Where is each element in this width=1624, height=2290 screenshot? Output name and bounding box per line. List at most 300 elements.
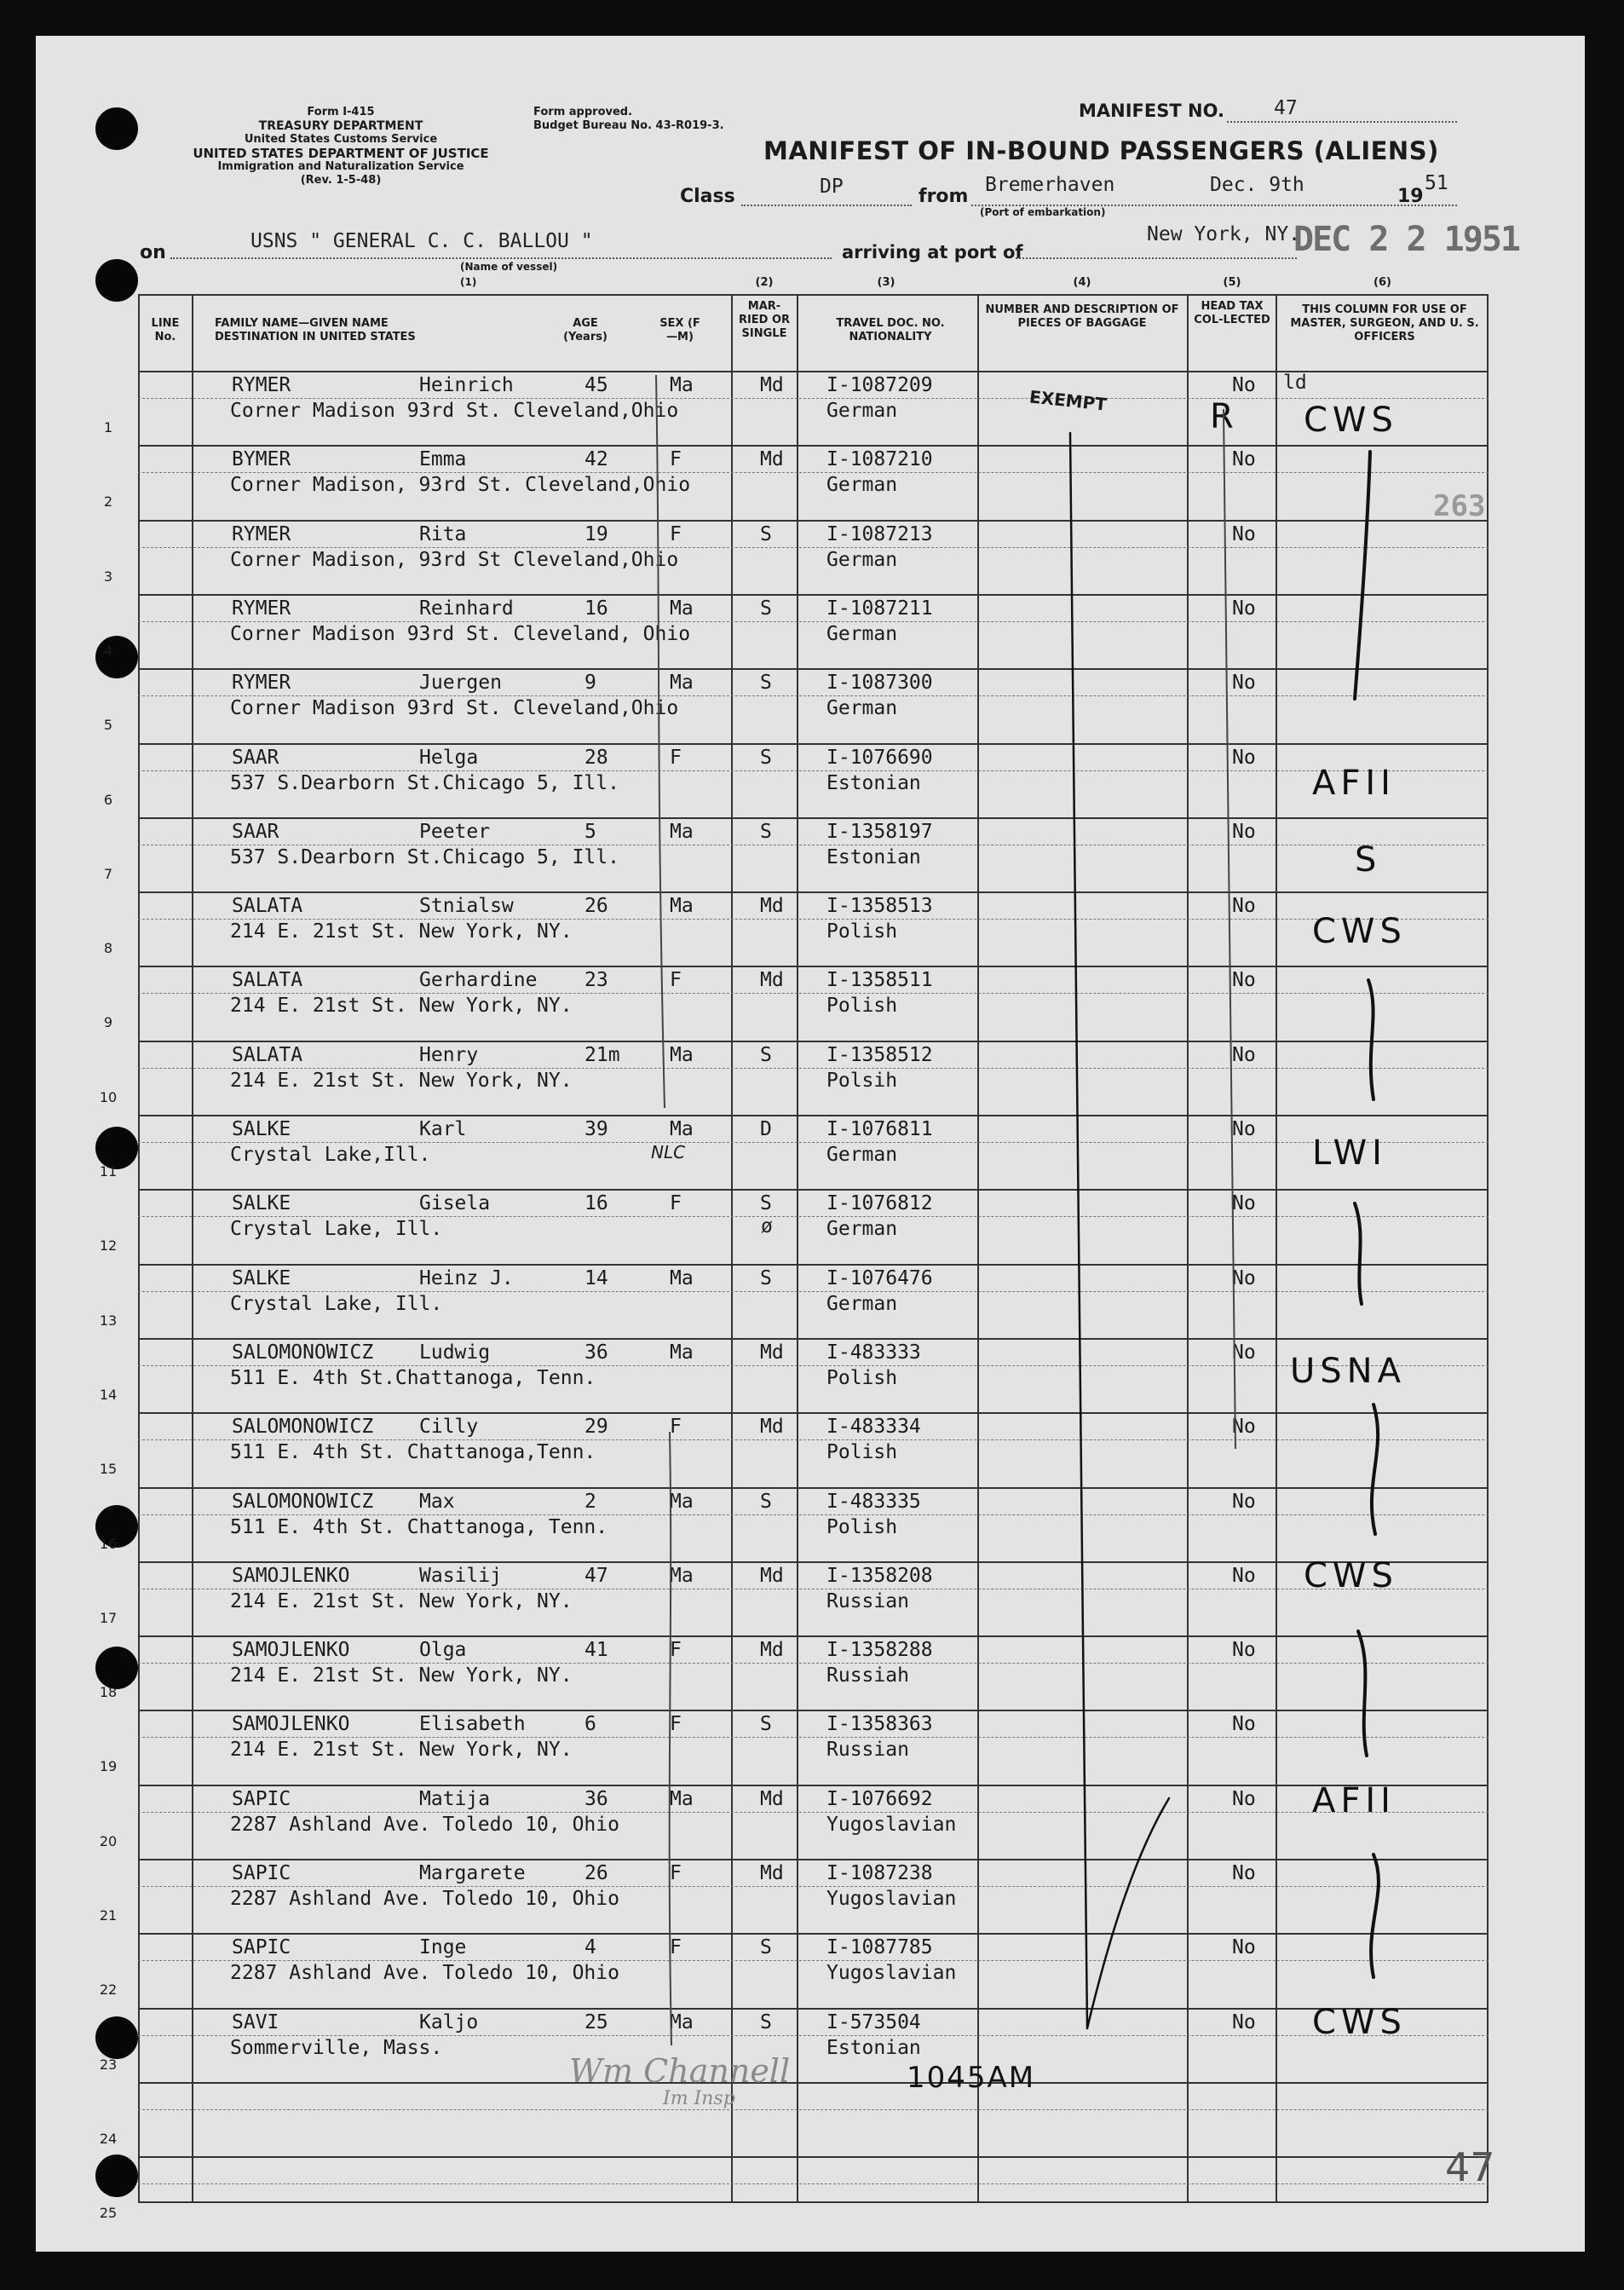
- year-prefix: 19: [1397, 186, 1424, 207]
- from-label: from: [919, 186, 969, 207]
- destination: 214 E. 21st St. New York, NY.: [230, 1664, 573, 1687]
- marital-status: Md: [760, 969, 784, 992]
- travel-doc-no: I-1087785: [826, 1936, 933, 1959]
- line-number: 11: [99, 1163, 118, 1180]
- col-married: MAR-RIED OR SINGLE: [738, 300, 791, 340]
- given-name: Stnialsw: [419, 895, 514, 918]
- head-tax: No: [1232, 1416, 1256, 1439]
- nationality: Estonian: [826, 845, 921, 868]
- marital-status: Md: [760, 374, 784, 396]
- head-tax: No: [1232, 522, 1256, 545]
- destination: 537 S.Dearborn St.Chicago 5, Ill.: [230, 771, 619, 794]
- age: 42: [585, 448, 608, 471]
- page-number-stamp: 263: [1433, 489, 1486, 523]
- sex: F: [670, 1862, 682, 1884]
- officer-mark-row8: CWS: [1312, 912, 1407, 951]
- nationality: Yugoslavian: [826, 1813, 957, 1836]
- marital-status: S: [760, 746, 772, 769]
- age: 21m: [585, 1043, 620, 1066]
- head-tax: No: [1232, 1936, 1256, 1959]
- head-tax: No: [1232, 374, 1256, 396]
- officer-bracket-1: [1355, 452, 1370, 699]
- marital-status: S: [760, 597, 772, 620]
- surname: SALATA: [232, 1043, 303, 1066]
- travel-doc-no: I-1358363: [826, 1713, 933, 1736]
- destination: Crystal Lake, Ill.: [230, 1292, 443, 1315]
- surname: SALOMONOWICZ: [232, 1341, 374, 1364]
- marital-status: Md: [760, 1862, 784, 1884]
- travel-doc-no: I-1087300: [826, 672, 933, 695]
- marital-status: S: [760, 672, 772, 695]
- on-label: on: [140, 242, 166, 263]
- line-number: 4: [103, 642, 113, 659]
- sex: F: [670, 1192, 682, 1215]
- col-sex: SEX (F—M): [659, 317, 700, 343]
- travel-doc-no: I-483334: [826, 1416, 921, 1439]
- age: 23: [585, 969, 608, 992]
- arriving-label: arriving at port of: [842, 242, 1023, 262]
- surname: SALOMONOWICZ: [232, 1416, 374, 1439]
- head-tax: No: [1232, 1043, 1256, 1066]
- officer-bracket-2: [1368, 980, 1373, 1099]
- head-tax: No: [1232, 448, 1256, 471]
- surname: SAVI: [232, 2010, 279, 2033]
- head-tax: No: [1232, 895, 1256, 918]
- sex: Ma: [670, 895, 694, 918]
- head-tax: No: [1232, 1192, 1256, 1215]
- sex: F: [670, 969, 682, 992]
- marital-status: S: [760, 820, 772, 843]
- vessel-caption: (Name of vessel): [460, 261, 558, 273]
- embarkation-port: Bremerhaven: [985, 174, 1115, 196]
- destination: Corner Madison, 93rd St Cleveland,Ohio: [230, 548, 679, 571]
- head-tax: No: [1232, 672, 1256, 695]
- nationality: German: [826, 400, 898, 422]
- travel-doc-no: I-1358511: [826, 969, 933, 992]
- surname: SALKE: [232, 1118, 291, 1140]
- age: 28: [585, 746, 608, 769]
- col-age: AGE (Years): [563, 317, 608, 343]
- destination: Corner Madison 93rd St. Cleveland,Ohio: [230, 400, 679, 422]
- pencil-line-sex-2: [670, 1432, 671, 2045]
- line-number: 15: [99, 1461, 118, 1478]
- officer-mark-row11: LWI: [1312, 1133, 1387, 1173]
- travel-doc-no: I-1087210: [826, 448, 933, 471]
- destination: 511 E. 4th St. Chattanoga,Tenn.: [230, 1441, 596, 1464]
- pencil-line-tax: [1224, 409, 1235, 1449]
- given-name: Olga: [419, 1639, 467, 1662]
- class-value: DP: [820, 176, 844, 198]
- surname: SAPIC: [232, 1936, 291, 1959]
- marital-status: Md: [760, 895, 784, 918]
- destination: Crystal Lake,Ill.: [230, 1144, 431, 1166]
- given-name: Emma: [419, 448, 467, 471]
- baggage-line: [1070, 433, 1087, 2028]
- destination: Sommerville, Mass.: [230, 2036, 443, 2059]
- surname: RYMER: [232, 597, 291, 620]
- marital-status: Md: [760, 1564, 784, 1587]
- given-name: Gerhardine: [419, 969, 538, 992]
- marital-status: S: [760, 1192, 772, 1215]
- age: 25: [585, 2010, 608, 2033]
- given-name: Helga: [419, 746, 479, 769]
- line-number: 18: [99, 1684, 118, 1701]
- destination: 2287 Ashland Ave. Toledo 10, Ohio: [230, 1888, 619, 1910]
- destination: 214 E. 21st St. New York, NY.: [230, 1589, 573, 1612]
- nationality: Russian: [826, 1739, 909, 1762]
- given-name: Heinrich: [419, 374, 514, 396]
- budget-bureau: Budget Bureau No. 43-R019-3.: [533, 119, 724, 132]
- baggage-exempt-mark: EXEMPT: [1028, 386, 1108, 415]
- sex: F: [670, 522, 682, 545]
- justice-dept: UNITED STATES DEPARTMENT OF JUSTICE: [193, 146, 489, 161]
- line-number: 25: [99, 2205, 118, 2222]
- col-name-label: FAMILY NAME—GIVEN NAME: [215, 317, 389, 330]
- age: 39: [585, 1118, 608, 1140]
- officer-mark-row1: CWS: [1304, 401, 1398, 440]
- travel-doc-no: I-483335: [826, 1490, 921, 1513]
- age: 16: [585, 597, 608, 620]
- nationality: Yugoslavian: [826, 1962, 957, 1985]
- travel-doc-no: I-1358208: [826, 1564, 933, 1587]
- age: 4: [585, 1936, 596, 1959]
- surname: SALATA: [232, 969, 303, 992]
- travel-doc-no: I-1076690: [826, 746, 933, 769]
- age: 36: [585, 1341, 608, 1364]
- destination: 511 E. 4th St.Chattanoga, Tenn.: [230, 1366, 596, 1389]
- nationality: German: [826, 548, 898, 571]
- travel-doc-no: I-483333: [826, 1341, 921, 1364]
- head-tax: No: [1232, 1490, 1256, 1513]
- nationality: Polsih: [826, 1069, 898, 1092]
- marital-status: S: [760, 1936, 772, 1959]
- head-tax: No: [1232, 1341, 1256, 1364]
- sex: Ma: [670, 1118, 694, 1140]
- line-number: 20: [99, 1832, 118, 1849]
- age: 26: [585, 895, 608, 918]
- given-name: Juergen: [419, 672, 502, 695]
- officer-mark-row17: CWS: [1304, 1556, 1398, 1595]
- marital-status: D: [760, 1118, 772, 1140]
- col-line-no: LINE No.: [151, 317, 180, 343]
- surname: SALOMONOWICZ: [232, 1490, 374, 1513]
- manifest-no-value: 47: [1274, 97, 1298, 119]
- given-name: Ludwig: [419, 1341, 491, 1364]
- destination: Corner Madison, 93rd St. Cleveland,Ohio: [230, 474, 691, 497]
- head-tax: No: [1232, 1118, 1256, 1140]
- given-name: Gisela: [419, 1192, 491, 1215]
- form-number: Form I-415: [307, 106, 375, 118]
- col-officers: THIS COLUMN FOR USE OF MASTER, SURGEON, AND U. S. OFFICERS: [1290, 303, 1479, 343]
- destination: Crystal Lake, Ill.: [230, 1218, 443, 1241]
- age: 19: [585, 522, 608, 545]
- col-destination-label: DESTINATION IN UNITED STATES: [215, 331, 416, 343]
- form-approved: Form approved.: [533, 106, 633, 118]
- officer-bracket-4: [1372, 1405, 1378, 1534]
- travel-doc-no: I-1358513: [826, 895, 933, 918]
- sex: Ma: [670, 672, 694, 695]
- surname: SAPIC: [232, 1787, 291, 1810]
- travel-doc-no: I-1076812: [826, 1192, 933, 1215]
- sex: F: [670, 1416, 682, 1439]
- manifest-title: MANIFEST OF IN-BOUND PASSENGERS (ALIENS): [763, 136, 1439, 165]
- given-name: Wasilij: [419, 1564, 502, 1587]
- officer-mark-row20: AFII: [1312, 1781, 1396, 1820]
- head-tax: No: [1232, 1639, 1256, 1662]
- sex: F: [670, 448, 682, 471]
- vessel-col-num: (1): [460, 276, 477, 288]
- travel-doc-no: I-573504: [826, 2010, 921, 2033]
- line-number: 13: [99, 1312, 118, 1329]
- ld-mark: ld: [1283, 372, 1307, 394]
- travel-doc-no: I-1358197: [826, 820, 933, 843]
- destination: Corner Madison 93rd St. Cleveland, Ohio: [230, 622, 691, 645]
- given-name: Max: [419, 1490, 455, 1513]
- col-tax-num: (5): [1223, 276, 1241, 289]
- time-mark: 1045AM: [907, 2061, 1036, 2095]
- given-name: Karl: [419, 1118, 467, 1140]
- sex: Ma: [670, 2010, 694, 2033]
- signature-title: Im Insp: [663, 2088, 735, 2109]
- marital-status: Md: [760, 1416, 784, 1439]
- given-name: Heinz J.: [419, 1266, 514, 1289]
- given-name: Peeter: [419, 820, 491, 843]
- age: 9: [585, 672, 596, 695]
- line-number: 2: [103, 493, 113, 510]
- surname: SALKE: [232, 1192, 291, 1215]
- class-label: Class: [680, 186, 735, 207]
- destination: 214 E. 21st St. New York, NY.: [230, 920, 573, 943]
- surname: SALKE: [232, 1266, 291, 1289]
- travel-doc-no: I-1087211: [826, 597, 933, 620]
- marital-status: S: [760, 1490, 772, 1513]
- line-number: 3: [103, 568, 113, 585]
- sex: F: [670, 1713, 682, 1736]
- destination: 2287 Ashland Ave. Toledo 10, Ohio: [230, 1813, 619, 1836]
- officer-signature: Wm Channell: [569, 2052, 791, 2090]
- corner-page-number: 47: [1445, 2144, 1495, 2190]
- marital-status: S: [760, 2010, 772, 2033]
- nationality: Yugoslavian: [826, 1888, 957, 1910]
- destination: 511 E. 4th St. Chattanoga, Tenn.: [230, 1515, 608, 1538]
- given-name: Kaljo: [419, 2010, 479, 2033]
- age: 45: [585, 374, 608, 396]
- surname: BYMER: [232, 448, 291, 471]
- line-number: 12: [99, 1237, 118, 1255]
- travel-doc-no: I-1087209: [826, 374, 933, 396]
- line-number: 24: [99, 2130, 118, 2147]
- revision: (Rev. 1-5-48): [300, 174, 382, 187]
- given-name: Rita: [419, 522, 467, 545]
- vessel-name: USNS " GENERAL C. C. BALLOU ": [251, 230, 593, 252]
- sex: Ma: [670, 1266, 694, 1289]
- head-tax: No: [1232, 969, 1256, 992]
- year-value: 51: [1425, 172, 1448, 194]
- nationality: Russian: [826, 1589, 909, 1612]
- age: 2: [585, 1490, 596, 1513]
- travel-doc-no: I-1076692: [826, 1787, 933, 1810]
- surname: RYMER: [232, 672, 291, 695]
- given-name: Cilly: [419, 1416, 479, 1439]
- travel-doc-no: I-1358512: [826, 1043, 933, 1066]
- line-number: 6: [103, 791, 113, 808]
- nationality: Polish: [826, 1441, 898, 1464]
- col-head-tax: HEAD TAX COL-LECTED: [1194, 300, 1270, 326]
- sex: Ma: [670, 820, 694, 843]
- destination: Corner Madison 93rd St. Cleveland,Ohio: [230, 697, 679, 720]
- travel-doc-no: I-1087213: [826, 522, 933, 545]
- marital-status: Md: [760, 448, 784, 471]
- sex: F: [670, 746, 682, 769]
- surname: SAAR: [232, 820, 279, 843]
- line-number: 1: [103, 419, 113, 436]
- destination: 214 E. 21st St. New York, NY.: [230, 1739, 573, 1762]
- officer-mark-row14: USNA: [1290, 1352, 1406, 1391]
- given-name: Margarete: [419, 1862, 526, 1884]
- head-tax: No: [1232, 1787, 1256, 1810]
- surname: SAPIC: [232, 1862, 291, 1884]
- age: 41: [585, 1639, 608, 1662]
- officer-mark-row23: CWS: [1312, 2003, 1407, 2042]
- marital-status: S: [760, 1266, 772, 1289]
- head-tax: No: [1232, 2010, 1256, 2033]
- head-tax: No: [1232, 1713, 1256, 1736]
- col-baggage: NUMBER AND DESCRIPTION OF PIECES OF BAGGAGE: [985, 303, 1179, 330]
- col-travel-num: (3): [877, 276, 896, 289]
- surname: SAMOJLENKO: [232, 1713, 350, 1736]
- nationality: Estonian: [826, 2036, 921, 2059]
- ins-service: Immigration and Naturalization Service: [217, 160, 464, 173]
- age: 6: [585, 1713, 596, 1736]
- marital-status: Md: [760, 1341, 784, 1364]
- destination: 2287 Ashland Ave. Toledo 10, Ohio: [230, 1962, 619, 1985]
- destination: 214 E. 21st St. New York, NY.: [230, 995, 573, 1018]
- surname: SAMOJLENKO: [232, 1639, 350, 1662]
- col-baggage-num: (4): [1073, 276, 1091, 289]
- line-number: 16: [99, 1535, 118, 1552]
- nationality: Estonian: [826, 771, 921, 794]
- baggage-hook: [1087, 1798, 1169, 2028]
- nationality: German: [826, 697, 898, 720]
- given-name: Elisabeth: [419, 1713, 526, 1736]
- surname: RYMER: [232, 374, 291, 396]
- sex: F: [670, 1639, 682, 1662]
- given-name: Matija: [419, 1787, 491, 1810]
- manifest-no-label: MANIFEST NO.: [1079, 101, 1224, 121]
- travel-doc-no: I-1076476: [826, 1266, 933, 1289]
- line-number: 10: [99, 1088, 118, 1105]
- sex: Ma: [670, 1341, 694, 1364]
- line-number: 7: [103, 865, 113, 882]
- pencil-line-sex: [656, 375, 665, 1108]
- slash-zero-mark: ø: [761, 1215, 773, 1237]
- nlc-mark: NLC: [651, 1142, 686, 1162]
- age: 14: [585, 1266, 608, 1289]
- surname: SAMOJLENKO: [232, 1564, 350, 1587]
- nationality: German: [826, 622, 898, 645]
- head-tax: No: [1232, 597, 1256, 620]
- line-number: 22: [99, 1981, 118, 1999]
- line-number: 21: [99, 1907, 118, 1924]
- nationality: Polish: [826, 1366, 898, 1389]
- nationality: Polish: [826, 920, 898, 943]
- sex: Ma: [670, 374, 694, 396]
- age: 36: [585, 1787, 608, 1810]
- age: 29: [585, 1416, 608, 1439]
- r-mark: R: [1210, 397, 1239, 436]
- line-number: 19: [99, 1758, 118, 1775]
- sex: Ma: [670, 1043, 694, 1066]
- marital-status: S: [760, 1713, 772, 1736]
- head-tax: No: [1232, 820, 1256, 843]
- line-number: 8: [103, 940, 113, 957]
- marital-status: Md: [760, 1639, 784, 1662]
- travel-doc-no: I-1076811: [826, 1118, 933, 1140]
- arrival-port: New York, NY.: [1147, 223, 1301, 245]
- officer-bracket-6: [1371, 1854, 1379, 1977]
- line-number: 9: [103, 1014, 113, 1031]
- nationality: German: [826, 1292, 898, 1315]
- surname: SALATA: [232, 895, 303, 918]
- head-tax: No: [1232, 1862, 1256, 1884]
- surname: SAAR: [232, 746, 279, 769]
- nationality: Russiah: [826, 1664, 909, 1687]
- nationality: Polish: [826, 995, 898, 1018]
- travel-doc-no: I-1358288: [826, 1639, 933, 1662]
- sex: Ma: [670, 597, 694, 620]
- age: 16: [585, 1192, 608, 1215]
- sex: Ma: [670, 1564, 694, 1587]
- officer-mark-row7: S: [1355, 840, 1382, 880]
- age: 5: [585, 820, 596, 843]
- sex: F: [670, 1936, 682, 1959]
- officer-bracket-5: [1358, 1631, 1367, 1756]
- destination: 214 E. 21st St. New York, NY.: [230, 1069, 573, 1092]
- age: 47: [585, 1564, 608, 1587]
- col-travel-doc: TRAVEL DOC. NO. NATIONALITY: [836, 317, 945, 343]
- nationality: German: [826, 474, 898, 497]
- given-name: Reinhard: [419, 597, 514, 620]
- customs-service: United States Customs Service: [244, 133, 438, 146]
- line-number: 14: [99, 1386, 118, 1403]
- arrival-date-stamp: DEC 2 2 1951: [1293, 220, 1519, 259]
- line-number: 17: [99, 1609, 118, 1626]
- col-officers-num: (6): [1373, 276, 1391, 289]
- line-number: 23: [99, 2056, 118, 2073]
- destination: 537 S.Dearborn St.Chicago 5, Ill.: [230, 845, 619, 868]
- col-married-num: (2): [755, 276, 774, 289]
- treasury-dept: TREASURY DEPARTMENT: [258, 119, 423, 133]
- head-tax: No: [1232, 746, 1256, 769]
- officer-bracket-3: [1355, 1203, 1362, 1304]
- departure-date: Dec. 9th: [1210, 174, 1304, 196]
- surname: RYMER: [232, 522, 291, 545]
- marital-status: S: [760, 522, 772, 545]
- head-tax: No: [1232, 1564, 1256, 1587]
- nationality: German: [826, 1218, 898, 1241]
- sex: Ma: [670, 1490, 694, 1513]
- sex: Ma: [670, 1787, 694, 1810]
- nationality: German: [826, 1144, 898, 1166]
- line-number: 5: [103, 717, 113, 734]
- marital-status: Md: [760, 1787, 784, 1810]
- officer-mark-row6: AFII: [1312, 764, 1396, 803]
- age: 26: [585, 1862, 608, 1884]
- given-name: Henry: [419, 1043, 479, 1066]
- nationality: Polish: [826, 1515, 898, 1538]
- marital-status: S: [760, 1043, 772, 1066]
- port-caption: (Port of embarkation): [980, 206, 1106, 218]
